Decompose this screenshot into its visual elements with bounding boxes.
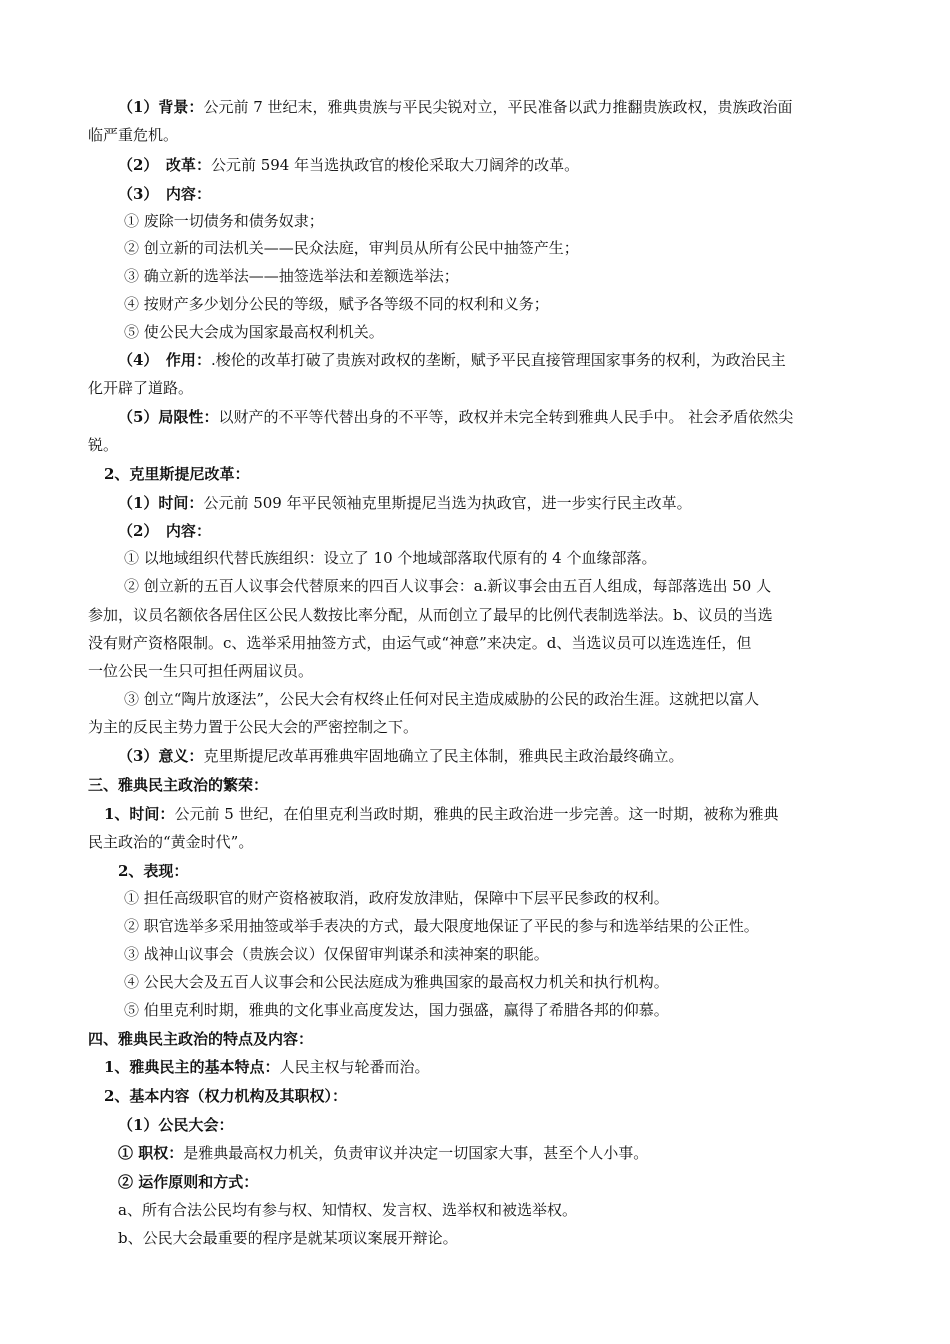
list-item: ④ 公民大会及五百人议事会和公民法庭成为雅典国家的最高权力机关和执行机构。 bbox=[124, 973, 669, 991]
list-item: ② 创立新的五百人议事会代替原来的四百人议事会：a.新议事会由五百人组成，每部落选出 50 人 bbox=[124, 577, 772, 595]
solon-background-line: （1）背景：公元前 7 世纪末，雅典贵族与平民尖锐对立，平民准备以武力推翻贵族政权，贵族政治面 bbox=[118, 98, 793, 116]
list-item: ① 废除一切债务和债务奴隶； bbox=[124, 212, 324, 230]
cleisthenes-time-line: （1）时间：公元前 509 年平民领袖克里斯提尼当选为执政官，进一步实行民主改革。 bbox=[118, 494, 692, 512]
solon-content-heading: （3） 内容： bbox=[118, 185, 211, 203]
list-item: ⑤ 使公民大会成为国家最高权利机关。 bbox=[124, 323, 384, 341]
list-item: ② 创立新的司法机关——民众法庭，审判员从所有公民中抽签产生； bbox=[124, 239, 579, 257]
list-item-cont: 为主的反民主势力置于公民大会的严密控制之下。 bbox=[88, 718, 419, 736]
section-three-heading: 三、雅典民主政治的繁荣： bbox=[88, 776, 269, 794]
list-item-cont: 参加，议员名额依各居住区公民人数按比率分配，从而创立了最早的比例代表制选举法。b、议员的当选 bbox=[88, 606, 773, 624]
solon-effect-line-cont: 化开辟了道路。 bbox=[88, 379, 194, 397]
cleisthenes-significance-line: （3）意义：克里斯提尼改革再雅典牢固地确立了民主体制，雅典民主政治最终确立。 bbox=[118, 747, 684, 765]
solon-limitation-line-cont: 锐。 bbox=[88, 436, 119, 454]
list-item: ⑤ 伯里克利时期，雅典的文化事业高度发达，国力强盛，赢得了希腊各邦的仰慕。 bbox=[124, 1001, 669, 1019]
basic-content-heading: 2、基本内容（权力机构及其职权）： bbox=[104, 1087, 347, 1105]
list-item: b、公民大会最重要的程序是就某项议案展开辩论。 bbox=[118, 1229, 458, 1247]
solon-background-line-cont: 临严重危机。 bbox=[88, 126, 179, 144]
cleisthenes-heading: 2、克里斯提尼改革： bbox=[104, 465, 250, 483]
cleisthenes-content-heading: （2） 内容： bbox=[118, 522, 211, 540]
prosperity-time-line-cont: 民主政治的“黄金时代”。 bbox=[88, 833, 254, 851]
list-item: ① 担任高级职官的财产资格被取消，政府发放津贴，保障中下层平民参政的权利。 bbox=[124, 889, 669, 907]
list-item: ② 职官选举多采用抽签或举手表决的方式，最大限度地保证了平民的参与和选举结果的公正性。 bbox=[124, 917, 759, 935]
list-item: ④ 按财产多少划分公民的等级，赋予各等级不同的权利和义务； bbox=[124, 295, 549, 313]
list-item-cont: 一位公民一生只可担任两届议员。 bbox=[88, 662, 314, 680]
list-item-cont: 没有财产资格限制。c、选举采用抽签方式，由运气或“神意”来决定。d、当选议员可以连选连任，但 bbox=[88, 634, 752, 652]
solon-reform-line: （2） 改革：公元前 594 年当选执政官的梭伦采取大刀阔斧的改革。 bbox=[118, 156, 580, 174]
list-item: ③ 创立“陶片放逐法”，公民大会有权终止任何对民主造成威胁的公民的政治生涯。这就把以富人 bbox=[124, 690, 760, 708]
prosperity-performance-heading: 2、表现： bbox=[118, 862, 189, 880]
assembly-operation-heading: ② 运作原则和方式： bbox=[118, 1173, 259, 1191]
solon-limitation-line: （5）局限性：以财产的不平等代替出身的不平等，政权并未完全转到雅典人民手中。 社会矛盾依然尖 bbox=[118, 408, 794, 426]
basic-feature-line: 1、雅典民主的基本特点：人民主权与轮番而治。 bbox=[104, 1058, 430, 1076]
list-item: ③ 确立新的选举法——抽签选举法和差额选举法； bbox=[124, 267, 459, 285]
prosperity-time-line: 1、时间：公元前 5 世纪，在伯里克利当政时期，雅典的民主政治进一步完善。这一时期，被称为雅典 bbox=[104, 805, 779, 823]
list-item: ③ 战神山议事会（贵族会议）仅保留审判谋杀和渎神案的职能。 bbox=[124, 945, 549, 963]
list-item: a、所有合法公民均有参与权、知情权、发言权、选举权和被选举权。 bbox=[118, 1201, 577, 1219]
solon-effect-line: （4） 作用：.梭伦的改革打破了贵族对政权的垄断，赋予平民直接管理国家事务的权利，为政治民主 bbox=[118, 351, 786, 369]
assembly-heading: （1）公民大会： bbox=[118, 1116, 234, 1134]
assembly-powers-line: ① 职权：是雅典最高权力机关，负责审议并决定一切国家大事，甚至个人小事。 bbox=[118, 1144, 649, 1162]
section-four-heading: 四、雅典民主政治的特点及内容： bbox=[88, 1030, 314, 1048]
list-item: ① 以地域组织代替氏族组织：设立了 10 个地域部落取代原有的 4 个血缘部落。 bbox=[124, 549, 657, 567]
